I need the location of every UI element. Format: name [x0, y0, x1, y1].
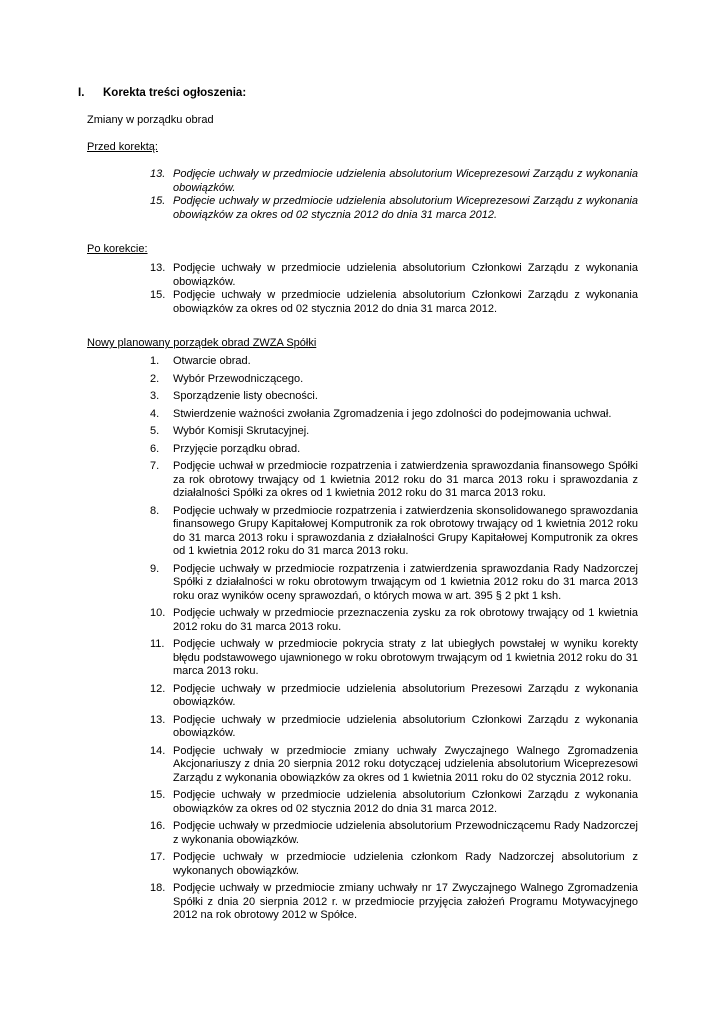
- item-text: Otwarcie obrad.: [173, 355, 251, 367]
- list-item: [150, 195, 638, 222]
- list-item: [150, 789, 638, 816]
- item-number: 15.: [150, 195, 166, 207]
- item-text: Podjęcie uchwały w przedmiocie rozpatrzenia i zatwierdzenia sprawozdania Rady Nadzorczej Spółki z działalności w roku obrotowym trwającym od 1 kwietnia 2012 roku do 31 marca 2013 roku oraz wyników oceny sprawozdań, o których mowa w art. 395 § 2 pkt 1 ksh.: [173, 562, 638, 602]
- item-number: 10.: [150, 607, 166, 619]
- item-text: Podjęcie uchwały w przedmiocie udzielenia absolutorium Wiceprezesowi Zarządu z wykonania obowiązków.: [173, 168, 638, 194]
- list-item: [150, 460, 638, 501]
- list-item: [150, 683, 638, 710]
- list-item: [150, 443, 638, 457]
- section-number: I.: [78, 87, 85, 99]
- item-text: Podjęcie uchwały w przedmiocie przeznaczenia zysku za rok obrotowy trwający od 1 kwietnia 2012 roku do 31 marca 2013 roku.: [173, 607, 638, 633]
- agenda-label: Nowy planowany porządek obrad ZWZA Spółki: [87, 337, 317, 349]
- list-item: [150, 289, 638, 316]
- item-number: 7.: [150, 460, 160, 472]
- item-number: 17.: [150, 851, 166, 863]
- list-item: [150, 408, 638, 422]
- list-item: [150, 851, 638, 878]
- item-text: Podjęcie uchwały w przedmiocie udzielenia absolutorium Członkowi Zarządu z wykonania obowiązków za okres od 02 stycznia 2012 do dnia 31 marca 2012.: [173, 289, 638, 315]
- item-text: Wybór Komisji Skrutacyjnej.: [173, 425, 310, 437]
- list-item: [150, 714, 638, 741]
- list-item: [150, 563, 638, 604]
- item-text: Stwierdzenie ważności zwołania Zgromadzenia i jego zdolności do podejmowania uchwał.: [173, 407, 612, 420]
- item-number: 15.: [150, 789, 166, 801]
- intro-text: Zmiany w porządku obrad: [87, 114, 214, 126]
- after-label: Po korekcie:: [87, 243, 148, 255]
- list-item: [150, 373, 638, 387]
- item-text: Podjęcie uchwały w przedmiocie udzielenia absolutorium Członkowi Zarządu z wykonania obowiązków.: [173, 713, 638, 739]
- item-text: Podjęcie uchwały w przedmiocie udzielenia absolutorium Prezesowi Zarządu z wykonania obowiązków.: [173, 682, 638, 708]
- item-text: Wybór Przewodniczącego.: [173, 372, 304, 385]
- item-text: Podjęcie uchwał w przedmiocie rozpatrzenia i zatwierdzenia sprawozdania finansowego Spółki za rok obrotowy trwający od 1 kwietnia 2012 roku do 31 marca 2013 roku i sprawozdania z działalności Spółki za okres od 1 kwietnia 2012 roku do 31 marca 2013 roku.: [173, 460, 638, 499]
- list-item: [150, 425, 638, 439]
- list-item: [150, 390, 638, 404]
- item-number: 13.: [150, 262, 166, 274]
- item-number: 4.: [150, 407, 160, 420]
- list-item: [150, 607, 638, 634]
- item-text: Podjęcie uchwały w przedmiocie udzielenia absolutorium Członkowi Zarządu z wykonania obowiązków za okres od 02 stycznia 2012 do dnia 31 marca 2012.: [173, 789, 638, 815]
- item-number: 13.: [150, 713, 166, 726]
- list-item: [150, 262, 638, 289]
- list-item: [150, 882, 638, 923]
- item-text: Sporządzenie listy obecności.: [173, 390, 318, 402]
- item-text: Podjęcie uchwały w przedmiocie rozpatrzenia i zatwierdzenia skonsolidowanego sprawozdania finansowego Grupy Kapitałowej Komputronik za rok obrotowy trwający od 1 kwietnia 2012 roku do 31 marca 2013 roku i sprawozdania z działalności Grupy Kapitałowej Komputronik za okres od 1 kwietnia 2012 roku do 31 marca 2013 roku.: [173, 504, 638, 557]
- item-text: Przyjęcie porządku obrad.: [173, 442, 301, 455]
- item-text: Podjęcie uchwały w przedmiocie udzielenia absolutorium Przewodniczącemu Rady Nadzorczej z wykonania obowiązków.: [173, 820, 638, 846]
- item-number: 9.: [150, 562, 160, 575]
- before-list: [150, 168, 638, 222]
- list-item: [150, 638, 638, 679]
- item-number: 6.: [150, 442, 160, 455]
- list-item: [150, 355, 638, 369]
- item-number: 11.: [150, 638, 165, 650]
- item-text: Podjęcie uchwały w przedmiocie zmiany uchwały Zwyczajnego Walnego Zgromadzenia Akcjonariuszy z dnia 20 sierpnia 2012 roku dotyczącej udzielenia absolutorium Wiceprezesowi Zarządu z wykonania obowiązków za okres od 1 kwietnia 2011 roku do 02 stycznia 2012 roku.: [173, 744, 638, 784]
- item-text: Podjęcie uchwały w przedmiocie zmiany uchwały nr 17 Zwyczajnego Walnego Zgromadzenia Spółki z dnia 20 sierpnia 2012 r. w przedmiocie przyjęcia założeń Programu Motywacyjnego 2012 na rok obrotowy 2012 w Spółce.: [173, 882, 638, 921]
- list-item: [150, 745, 638, 786]
- before-label: Przed korektą:: [87, 141, 158, 153]
- section-heading: [78, 87, 246, 99]
- item-number: 1.: [150, 355, 160, 367]
- item-text: Podjęcie uchwały w przedmiocie udzielenia absolutorium Członkowi Zarządu z wykonania obowiązków.: [173, 262, 638, 288]
- item-number: 18.: [150, 882, 166, 894]
- item-text: Podjęcie uchwały w przedmiocie pokrycia straty z lat ubiegłych powstałej w wyniku korekty błędu podstawowego ujawnionego w roku obrotowym trwającym od 1 kwietnia 2012 roku do 31 marca 2013 roku.: [173, 638, 638, 677]
- item-text: Podjęcie uchwały w przedmiocie udzielenia członkom Rady Nadzorczej absolutorium z wykonanych obowiązków.: [173, 851, 638, 877]
- item-number: 16.: [150, 820, 166, 832]
- agenda-list: [150, 355, 638, 927]
- item-number: 5.: [150, 425, 160, 437]
- list-item: [150, 505, 638, 559]
- item-number: 12.: [150, 682, 166, 695]
- item-number: 15.: [150, 289, 166, 301]
- item-number: 13.: [150, 168, 166, 180]
- item-number: 8.: [150, 504, 160, 517]
- item-text: Podjęcie uchwały w przedmiocie udzielenia absolutorium Wiceprezesowi Zarządu z wykonania obowiązków za okres od 02 stycznia 2012 do dnia 31 marca 2012.: [173, 195, 638, 221]
- list-item: [150, 820, 638, 847]
- item-number: 14.: [150, 744, 166, 757]
- item-number: 3.: [150, 390, 160, 402]
- after-list: [150, 262, 638, 316]
- section-title: Korekta treści ogłoszenia:: [103, 87, 247, 99]
- list-item: [150, 168, 638, 195]
- item-number: 2.: [150, 372, 160, 385]
